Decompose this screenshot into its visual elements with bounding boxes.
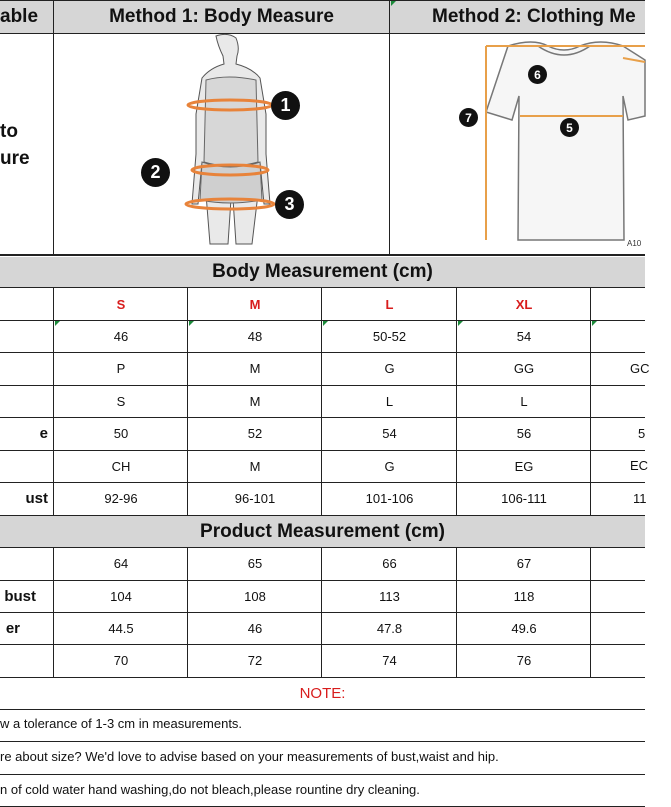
grid-line (0, 741, 645, 742)
marker-3-icon: 3 (275, 190, 304, 219)
table-row (0, 547, 645, 580)
cell-corner-marker (458, 321, 463, 326)
method1-heading: Method 1: Body Measure (109, 6, 334, 27)
table-cell: 92-96 (104, 491, 138, 506)
size-header-s: S (116, 296, 126, 312)
row-label (0, 547, 54, 580)
grid-line (0, 612, 645, 613)
size-header-5 (591, 288, 645, 320)
grid-line (0, 450, 645, 451)
table-cell: 46 (247, 620, 263, 636)
size-header-l: L (385, 296, 394, 312)
table-cell: 44.5 (108, 620, 134, 636)
table-cell: CH (111, 458, 131, 474)
table-cell: 64 (113, 556, 129, 571)
row-label: bust (4, 587, 36, 605)
grid-line (53, 287, 54, 516)
grid-line (0, 644, 645, 645)
grid-line (0, 677, 645, 678)
marker-2-icon: 2 (141, 158, 170, 187)
row-label (0, 644, 54, 677)
header-col0-label: able (0, 6, 39, 27)
marker-1-icon: 1 (271, 91, 300, 120)
row-label (0, 320, 54, 352)
grid-line (456, 547, 457, 678)
row-label (0, 352, 54, 385)
table-cell: 56 (516, 426, 532, 441)
table-cell: 48 (247, 328, 263, 344)
table-cell: 74 (382, 653, 397, 668)
intro-line-1: to (0, 121, 18, 142)
grid-line (53, 0, 54, 255)
table-row (0, 482, 645, 515)
grid-line (0, 417, 645, 418)
note-item-1: w a tolerance of 1-3 cm in measurements. (0, 716, 243, 731)
grid-line (0, 33, 645, 34)
table-cell (591, 320, 671, 352)
table-cell: 5 (638, 426, 646, 441)
body-size-header-row (0, 288, 645, 320)
table-row (0, 450, 649, 482)
grid-line (187, 547, 188, 678)
cell-corner-marker (592, 321, 597, 326)
row-label (0, 450, 54, 482)
intro-text (0, 118, 50, 172)
table-row (0, 644, 645, 677)
table-cell: L (385, 393, 394, 409)
table-cell: 113 (379, 588, 400, 604)
table-cell: 46 (113, 328, 129, 344)
cell-corner-marker (391, 1, 396, 6)
table-cell: 96-101 (234, 491, 276, 506)
table-cell: G (384, 361, 395, 376)
table-row (0, 385, 645, 417)
table-cell: EC (630, 458, 649, 473)
marker-7-icon: 7 (459, 108, 478, 127)
table-cell: G (384, 458, 395, 474)
marker-5-icon: 5 (560, 118, 579, 137)
cell-corner-marker (323, 321, 328, 326)
table-cell: P (116, 361, 126, 376)
table-cell: M (249, 458, 261, 474)
grid-line (53, 547, 54, 678)
grid-line (0, 0, 645, 1)
row-label: ust (25, 490, 48, 507)
grid-line (0, 547, 645, 548)
table-row (0, 352, 650, 385)
table-cell: 11 (633, 491, 647, 506)
marker-6-icon: 6 (528, 65, 547, 84)
body-measure-figure (140, 34, 320, 254)
table-cell: 104 (110, 588, 132, 604)
table-cell: EG (514, 458, 534, 474)
table-cell (591, 612, 645, 644)
grid-line (456, 287, 457, 516)
grid-line (187, 287, 188, 516)
table-row (0, 612, 645, 644)
size-header-m: M (249, 296, 261, 312)
table-cell: 50-52 (372, 328, 407, 344)
note-title: NOTE: (299, 684, 346, 702)
table-cell: GC (630, 361, 650, 376)
table-row (0, 580, 645, 612)
table-cell (591, 385, 671, 417)
grid-line (0, 287, 645, 288)
body-measurement-title: Body Measurement (cm) (0, 257, 645, 287)
table-cell: 65 (247, 556, 263, 571)
table-cell: 101-106 (365, 491, 414, 506)
grid-line (0, 352, 645, 353)
table-cell: 106-111 (501, 491, 547, 506)
table-cell: 47.8 (376, 620, 403, 636)
garment-tag-code: A10 (627, 239, 642, 248)
grid-line (0, 580, 645, 581)
cell-corner-marker (189, 321, 194, 326)
grid-line (321, 287, 322, 516)
table-cell: 67 (516, 556, 532, 571)
table-cell: 50 (113, 426, 129, 441)
table-row (0, 417, 645, 450)
table-cell: 54 (382, 426, 397, 441)
grid-line (0, 515, 645, 516)
grid-line (321, 547, 322, 678)
grid-line (389, 0, 390, 255)
row-label: er (5, 619, 20, 637)
tshirt-figure (478, 40, 645, 248)
table-cell: 66 (382, 556, 397, 571)
note-item-2: re about size? We'd love to advise based on your measurements of bust,waist and hip. (0, 749, 499, 764)
table-cell (591, 580, 645, 612)
table-cell: 49.6 (511, 620, 537, 636)
table-cell: 108 (244, 588, 266, 604)
grid-line (590, 547, 591, 678)
size-header-xl: XL (515, 296, 533, 312)
table-cell: S (116, 393, 126, 409)
table-cell: 52 (247, 426, 263, 441)
grid-line (0, 774, 645, 775)
cell-corner-marker (55, 321, 60, 326)
grid-line (0, 385, 645, 386)
table-cell: M (249, 393, 261, 409)
table-cell: 118 (513, 588, 535, 604)
grid-line (0, 709, 645, 710)
table-cell: 76 (516, 653, 532, 668)
method2-heading: Method 2: Clothing Me (432, 6, 636, 27)
grid-line (0, 482, 645, 483)
note-item-3: n of cold water hand washing,do not bleach,please rountine dry cleaning. (0, 782, 420, 797)
table-cell: 72 (247, 653, 263, 668)
grid-line (590, 287, 591, 516)
grid-line (0, 254, 645, 256)
product-measurement-title: Product Measurement (cm) (0, 516, 645, 547)
table-cell: 70 (113, 653, 129, 668)
table-cell: 54 (516, 328, 532, 344)
table-cell (591, 547, 645, 580)
table-cell (591, 644, 645, 677)
table-cell: M (249, 361, 261, 376)
table-cell: L (520, 393, 528, 409)
row-label (0, 385, 54, 417)
table-cell: GG (513, 361, 535, 376)
row-label: e (39, 425, 48, 442)
intro-line-2: ure (0, 148, 30, 169)
